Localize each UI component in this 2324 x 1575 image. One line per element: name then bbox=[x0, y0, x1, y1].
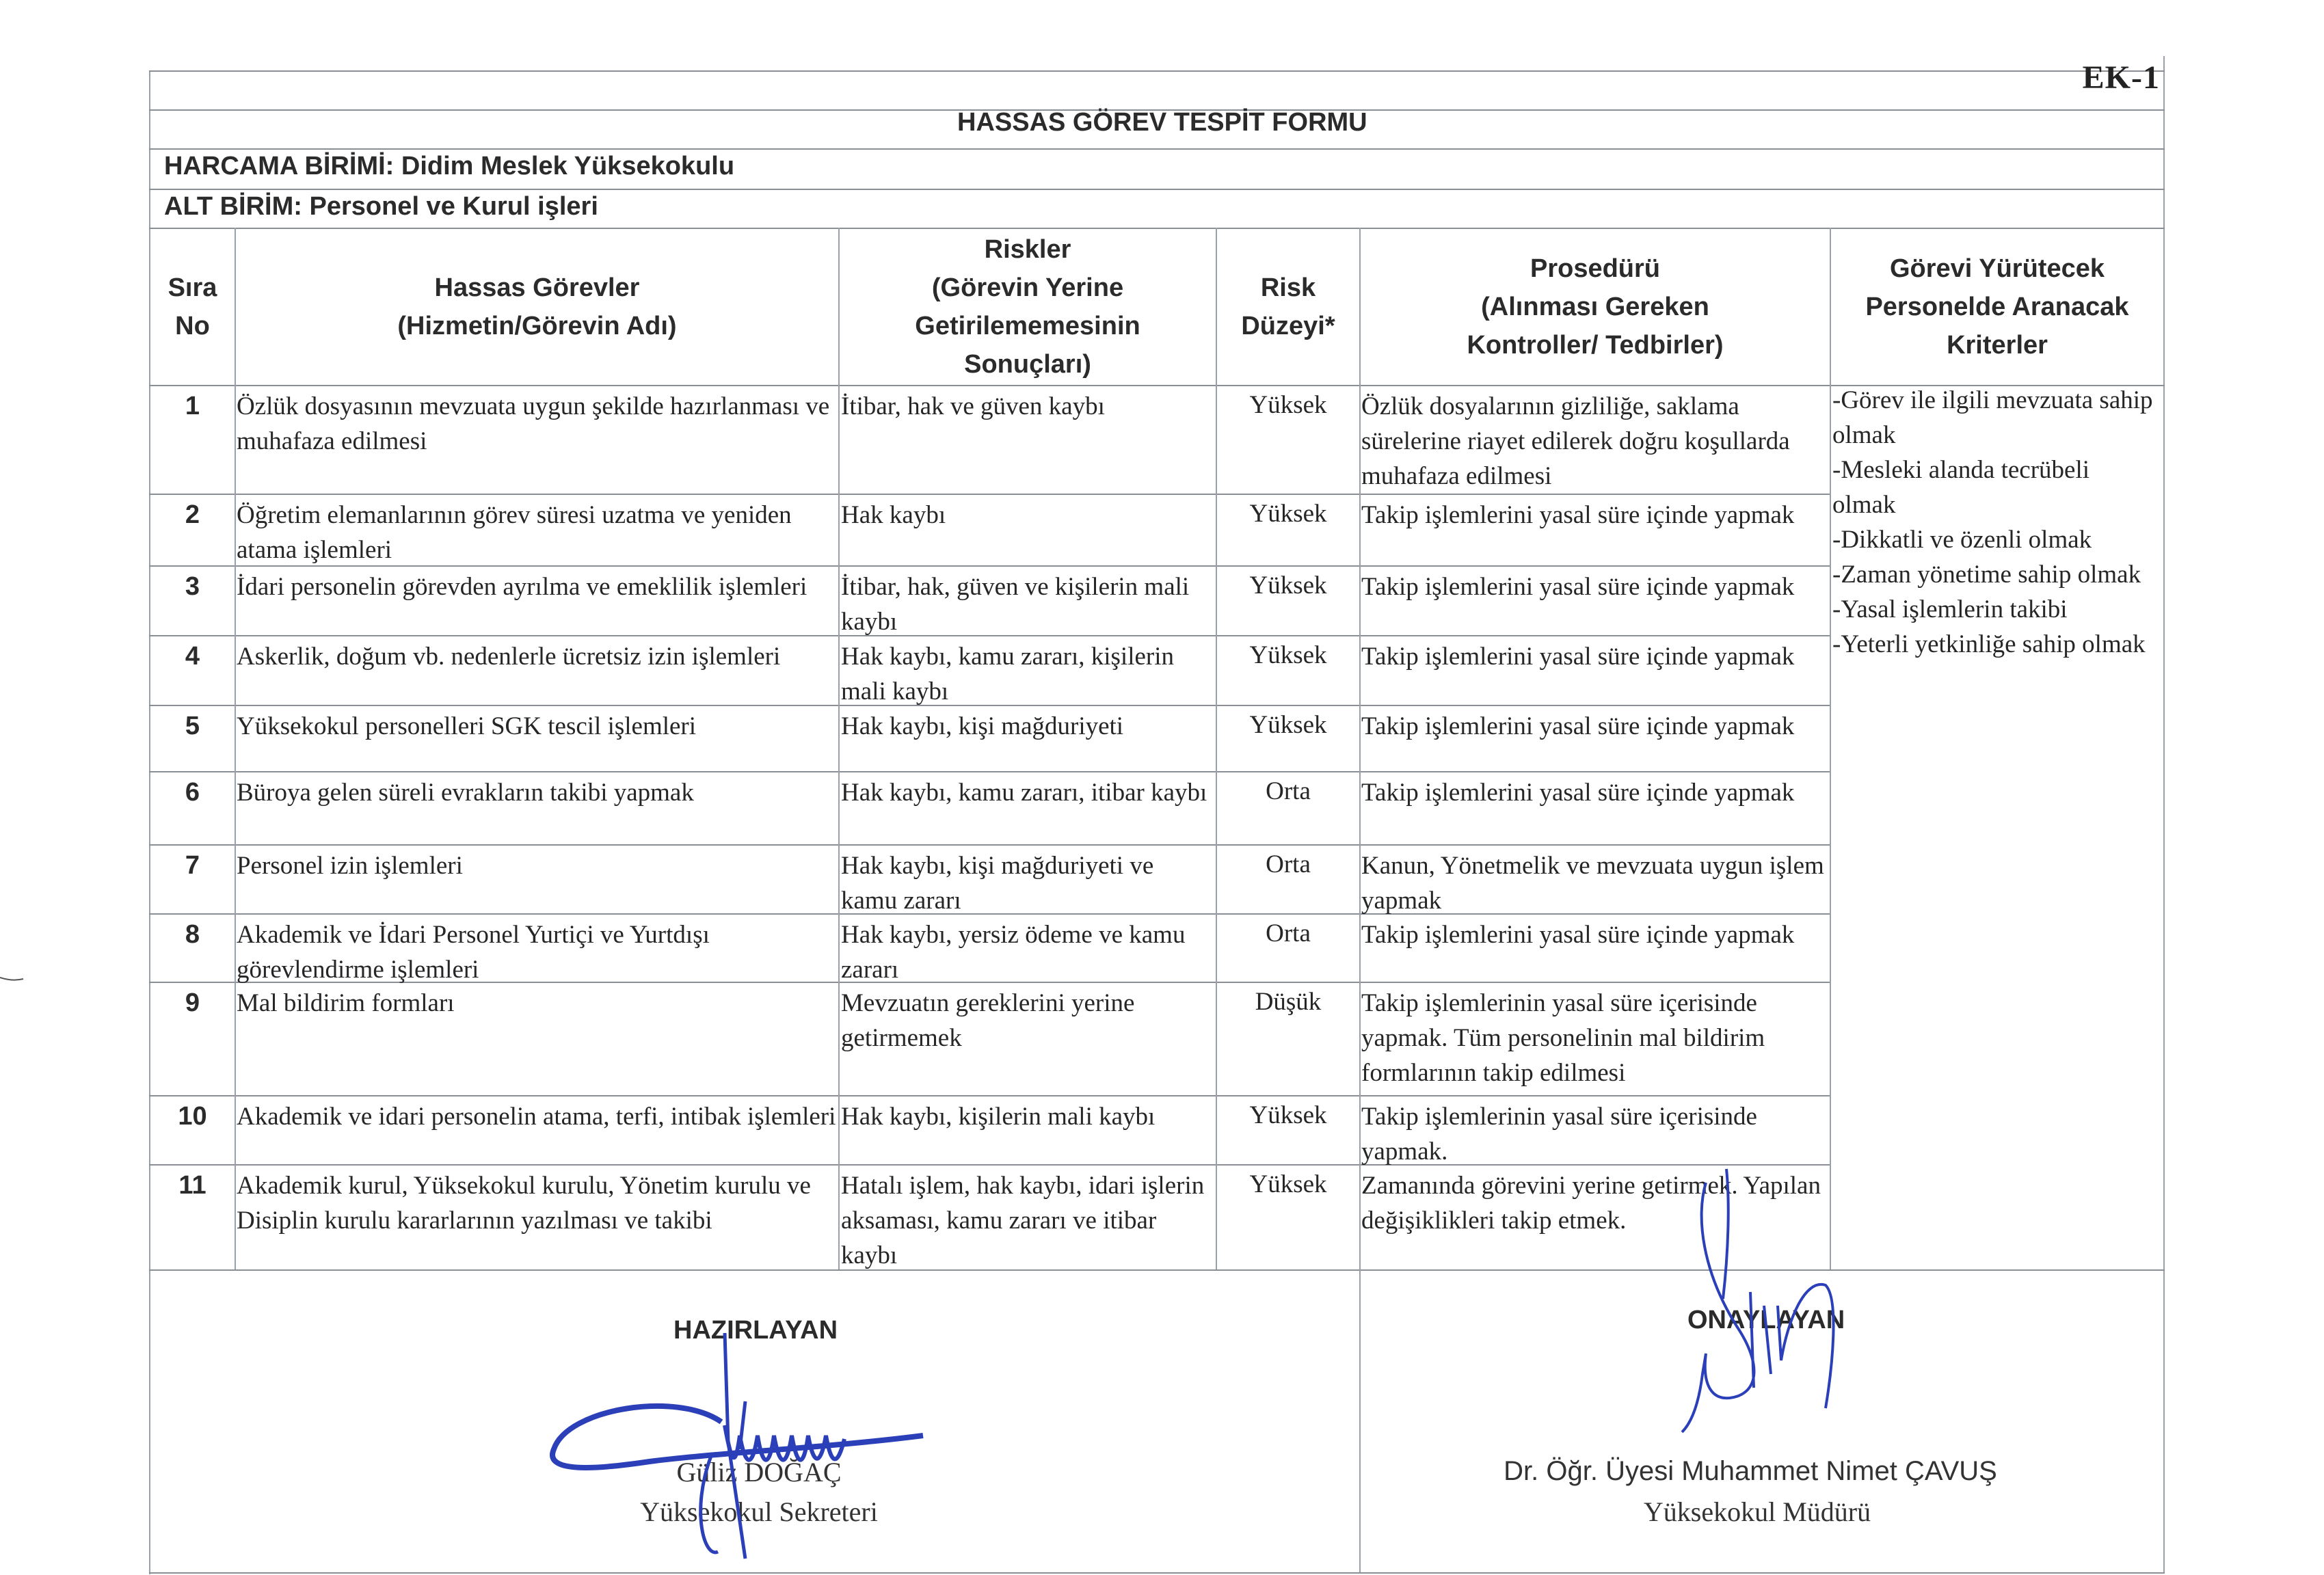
harcama-birimi bbox=[164, 152, 734, 181]
row-number: 6 bbox=[185, 778, 200, 807]
header-line: Risk bbox=[1260, 273, 1316, 302]
task-name: Akademik ve İdari Personel Yurtiçi ve Yurtdışı görevlendirme işlemleri bbox=[237, 921, 710, 984]
grid-line bbox=[149, 1572, 2165, 1574]
risk-text: Hak kaybı bbox=[841, 501, 946, 529]
procedure-text: Takip işlemlerini yasal süre içinde yapmak bbox=[1361, 921, 1795, 949]
row-number: 9 bbox=[185, 988, 200, 1017]
risk-level: Orta bbox=[1266, 777, 1311, 805]
header-line: (Alınması Gereken bbox=[1481, 293, 1709, 321]
procedure-text: Kanun, Yönetmelik ve mevzuata uygun işlem yapmak bbox=[1361, 852, 1824, 915]
procedure-text: Takip işlemlerini yasal süre içinde yapmak bbox=[1361, 643, 1795, 671]
header-line: Getirilememesinin bbox=[915, 312, 1140, 340]
risk-text: İtibar, hak, güven ve kişilerin mali kaybı bbox=[841, 573, 1190, 636]
risk-level: Yüksek bbox=[1249, 641, 1327, 669]
task-name: Yüksekokul personelleri SGK tescil işlemleri bbox=[237, 712, 697, 740]
harcama-birimi-label: HARCAMA BİRİMİ: bbox=[164, 152, 395, 180]
task-name: Büroya gelen süreli evrakların takibi yapmak bbox=[237, 779, 694, 807]
risk-level: Yüksek bbox=[1249, 1170, 1327, 1198]
row-number: 1 bbox=[185, 392, 200, 420]
approved-name: Dr. Öğr. Üyesi Muhammet Nimet ÇAVUŞ bbox=[1504, 1456, 1997, 1486]
criteria-item: -Dikkatli ve özenli olmak bbox=[1832, 526, 2092, 554]
prepared-name: Güliz DOĞAÇ bbox=[676, 1457, 842, 1488]
risk-text: Hak kaybı, kişi mağduriyeti ve kamu zararı bbox=[841, 852, 1154, 915]
procedure-text: Takip işlemlerinin yasal süre içerisinde yapmak. bbox=[1361, 1103, 1757, 1166]
risk-text: Hak kaybı, kamu zararı, itibar kaybı bbox=[841, 779, 1207, 807]
column-header-no bbox=[150, 229, 235, 385]
risk-level: Düşük bbox=[1255, 988, 1322, 1016]
risk-text: Mevzuatın gereklerini yerine getirmemek bbox=[841, 989, 1135, 1052]
criteria-item: -Yasal işlemlerin takibi bbox=[1832, 595, 2068, 623]
task-name: Mal bildirim formları bbox=[237, 989, 455, 1017]
header-line: Kriterler bbox=[1947, 331, 2048, 360]
risk-level: Orta bbox=[1266, 919, 1311, 947]
criteria-item: -Mesleki alanda tecrübeli olmak bbox=[1832, 456, 2089, 519]
header-line: (Hizmetin/Görevin Adı) bbox=[397, 312, 677, 340]
task-name: Akademik kurul, Yüksekokul kurulu, Yönetim kurulu ve Disiplin kurulu kararlarının yazılması ve takibi bbox=[237, 1172, 811, 1235]
risk-level: Orta bbox=[1266, 850, 1311, 878]
task-name: Askerlik, doğum vb. nedenlerle ücretsiz izin işlemleri bbox=[237, 643, 781, 671]
risk-text: Hak kaybı, yersiz ödeme ve kamu zararı bbox=[841, 921, 1186, 984]
column-header-level bbox=[1217, 229, 1359, 385]
risk-level: Yüksek bbox=[1249, 571, 1327, 600]
grid-line bbox=[149, 844, 1831, 846]
header-line: Personelde Aranacak bbox=[1865, 293, 2129, 321]
procedure-text: Zamanında görevini yerine getirmek. Yapılan değişiklikleri takip etmek. bbox=[1361, 1172, 1821, 1235]
procedure-text: Takip işlemlerini yasal süre içinde yapmak bbox=[1361, 573, 1795, 601]
procedure-text: Takip işlemlerini yasal süre içinde yapmak bbox=[1361, 501, 1795, 529]
risk-level: Yüksek bbox=[1249, 391, 1327, 419]
header-line: Riskler bbox=[984, 235, 1071, 264]
task-name: Personel izin işlemleri bbox=[237, 852, 463, 880]
criteria-item: -Görev ile ilgili mevzuata sahip olmak bbox=[1832, 386, 2153, 449]
row-number: 11 bbox=[178, 1171, 206, 1200]
approved-title: Yüksekokul Müdürü bbox=[1643, 1496, 1871, 1527]
harcama-birimi-value: Didim Meslek Yüksekokulu bbox=[401, 152, 735, 180]
task-name: Özlük dosyasının mevzuata uygun şekilde hazırlanması ve muhafaza edilmesi bbox=[237, 392, 830, 455]
row-number: 7 bbox=[185, 851, 200, 880]
alt-birim-label: ALT BİRİM: bbox=[164, 192, 302, 221]
row-number: 5 bbox=[185, 712, 200, 740]
row-number: 2 bbox=[185, 500, 200, 529]
header-line: Görevi Yürütecek bbox=[1889, 254, 2105, 283]
grid-line bbox=[149, 70, 2165, 72]
procedure-text: Takip işlemlerini yasal süre içinde yapmak bbox=[1361, 712, 1795, 740]
annex-label: EK-1 bbox=[2082, 59, 2160, 96]
risk-text: Hak kaybı, kişilerin mali kaybı bbox=[841, 1103, 1156, 1131]
task-name: İdari personelin görevden ayrılma ve emeklilik işlemleri bbox=[237, 573, 807, 601]
grid-line bbox=[149, 771, 1831, 772]
alt-birim bbox=[164, 192, 598, 221]
risk-level: Yüksek bbox=[1249, 500, 1327, 528]
risk-text: Hak kaybı, kamu zararı, kişilerin mali kaybı bbox=[841, 643, 1174, 705]
grid-line bbox=[149, 148, 2165, 150]
risk-text: Hak kaybı, kişi mağduriyeti bbox=[841, 712, 1124, 740]
row-number: 4 bbox=[185, 642, 200, 671]
grid-line bbox=[2163, 56, 2165, 1574]
risk-text: Hatalı işlem, hak kaybı, idari işlerin aksaması, kamu zararı ve itibar kaybı bbox=[841, 1172, 1205, 1269]
approved-label: ONAYLAYAN bbox=[1687, 1306, 1845, 1334]
header-line: Sonuçları) bbox=[964, 350, 1091, 379]
row-number: 8 bbox=[185, 920, 200, 949]
approved-signature bbox=[1655, 1162, 1942, 1436]
header-line: Prosedürü bbox=[1530, 254, 1661, 283]
column-header-risk bbox=[840, 229, 1216, 385]
grid-line bbox=[149, 494, 1831, 495]
row-number: 3 bbox=[185, 572, 200, 601]
form-title: HASSAS GÖREV TESPİT FORMU bbox=[957, 108, 1367, 137]
column-header-criteria bbox=[1831, 229, 2163, 385]
column-header-procedure bbox=[1361, 229, 1830, 385]
header-line: (Görevin Yerine bbox=[931, 273, 1124, 302]
column-header-gorev bbox=[236, 229, 838, 385]
prepared-title: Yüksekokul Sekreteri bbox=[640, 1496, 878, 1527]
risk-level: Yüksek bbox=[1249, 1101, 1327, 1129]
grid-line bbox=[149, 1095, 1831, 1096]
criteria-item: -Yeterli yetkinliğe sahip olmak bbox=[1832, 630, 2146, 658]
procedure-text: Takip işlemlerinin yasal süre içerisinde yapmak. Tüm personelinin mal bildirim formlarının takip edilmesi bbox=[1361, 989, 1765, 1087]
risk-text: İtibar, hak ve güven kaybı bbox=[841, 392, 1105, 420]
task-name: Akademik ve idari personelin atama, terfi, intibak işlemleri bbox=[237, 1103, 836, 1131]
prepared-signature bbox=[540, 1333, 1005, 1565]
header-line: Düzeyi* bbox=[1241, 312, 1335, 340]
procedure-text: Özlük dosyalarının gizliliğe, saklama sürelerine riayet edilerek doğru koşullarda muhafaza edilmesi bbox=[1361, 392, 1790, 490]
task-name: Öğretim elemanlarının görev süresi uzatma ve yeniden atama işlemleri bbox=[237, 501, 792, 564]
scan-mark bbox=[0, 971, 27, 984]
header-line: Sıra bbox=[168, 273, 217, 302]
criteria-item: -Zaman yönetime sahip olmak bbox=[1832, 561, 2141, 589]
row-number: 10 bbox=[178, 1102, 207, 1131]
criteria-list bbox=[1832, 383, 2154, 662]
prepared-label: HAZIRLAYAN bbox=[673, 1316, 838, 1345]
grid-line bbox=[1359, 1269, 1361, 1572]
header-line: No bbox=[175, 312, 210, 340]
alt-birim-value: Personel ve Kurul işleri bbox=[309, 192, 598, 221]
risk-level: Yüksek bbox=[1249, 711, 1327, 739]
header-line: Kontroller/ Tedbirler) bbox=[1467, 331, 1724, 360]
grid-line bbox=[149, 189, 2165, 190]
header-line: Hassas Görevler bbox=[434, 273, 640, 302]
procedure-text: Takip işlemlerini yasal süre içinde yapmak bbox=[1361, 779, 1795, 807]
